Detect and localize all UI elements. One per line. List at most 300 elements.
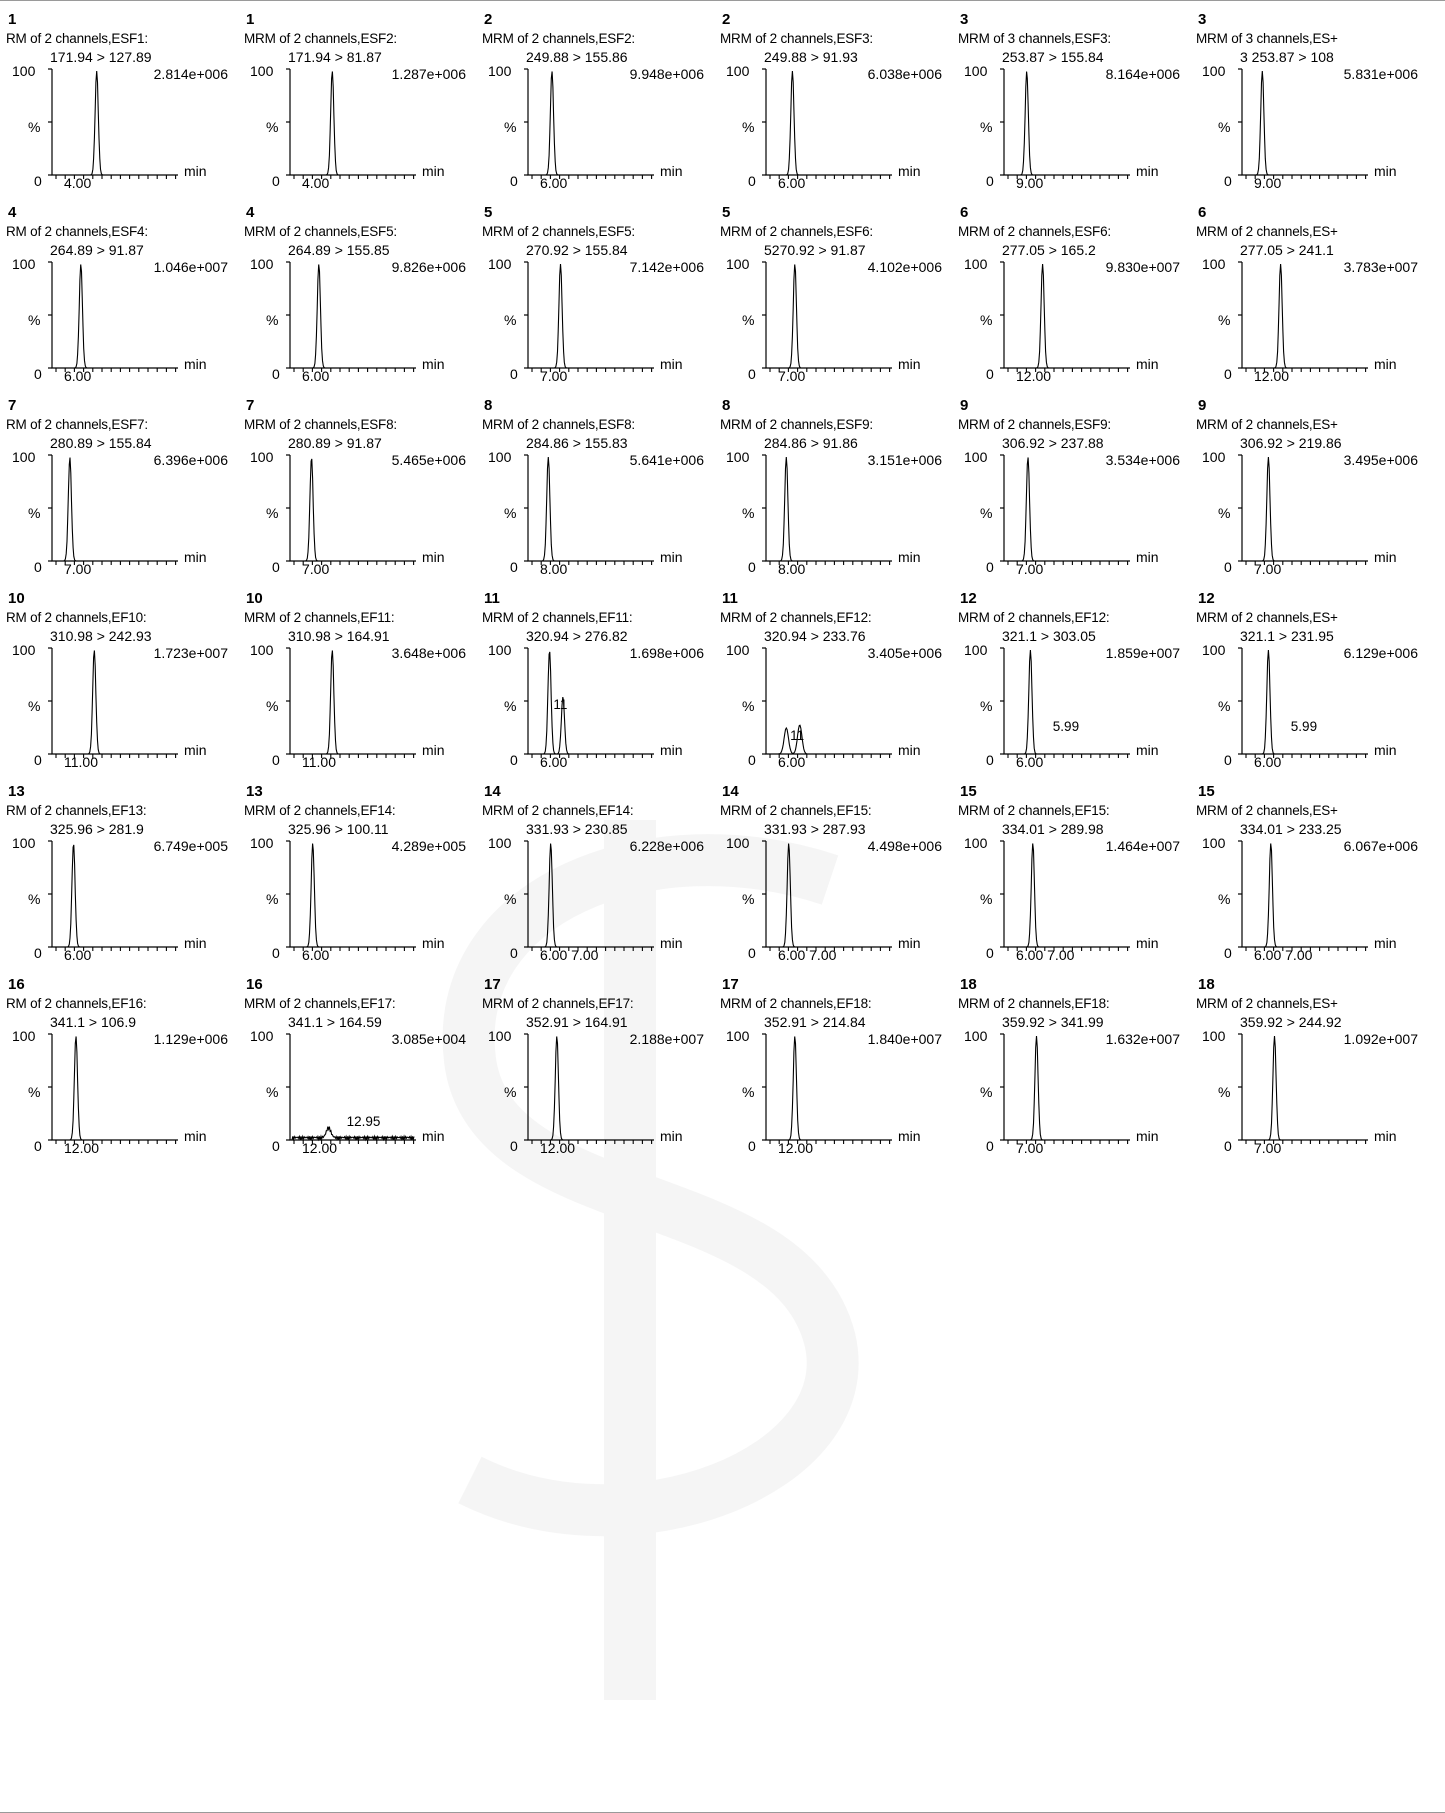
y-axis-label-100: 100 [1202,449,1226,465]
panel-header: MRM of 2 channels,ESF3: [720,31,873,46]
y-axis-label-100: 100 [488,256,512,272]
y-axis-label-0: 0 [1224,173,1232,189]
transition-label: 249.88 > 91.93 [764,49,858,65]
plot-area [6,433,238,583]
x-axis-unit-label: min [1136,549,1159,565]
chromatogram-panel[interactable] [958,589,1196,776]
x-axis-unit-label: min [898,163,921,179]
x-axis-tick-label: 12.00 [64,1140,100,1156]
y-axis-label-0: 0 [986,173,994,189]
transition-label: 171.94 > 127.89 [50,49,152,65]
y-axis-label-100: 100 [250,835,274,851]
y-axis-label-0: 0 [748,366,756,382]
x-axis-tick-label: 7.00 [1016,561,1044,577]
x-axis-unit-label: min [660,742,683,758]
intensity-label: 1.287e+006 [391,66,466,82]
y-axis-label-0: 0 [748,173,756,189]
panel-index: 16 [8,976,25,993]
x-axis-unit-label: min [422,163,445,179]
panel-header: MRM of 2 channels,EF17: [482,996,634,1011]
chromatogram-panel[interactable] [1196,10,1434,197]
y-axis-label-percent: % [980,891,993,907]
transition-label: 321.1 > 231.95 [1240,628,1334,644]
chromatogram-trace [1236,1026,1386,1146]
transition-label: 359.92 > 244.92 [1240,1014,1342,1030]
y-axis-label-percent: % [742,1084,755,1100]
intensity-label: 3.085e+004 [391,1031,466,1047]
chromatogram-panel[interactable] [1196,203,1434,390]
panel-index: 8 [484,397,493,414]
chromatogram-trace [522,1026,672,1146]
panel-header: MRM of 2 channels,EF14: [244,803,396,818]
plot-area [1196,433,1428,583]
y-axis-label-percent: % [504,312,517,328]
x-axis-tick-label: 6.00 [64,947,92,963]
chromatogram-panel[interactable] [482,589,720,776]
y-axis-label-0: 0 [986,945,994,961]
intensity-label: 5.831e+006 [1343,66,1418,82]
x-axis-unit-label: min [660,549,683,565]
intensity-label: 6.129e+006 [1343,645,1418,661]
panel-header: MRM of 2 channels,ES+ [1196,224,1338,239]
intensity-label: 9.948e+006 [629,66,704,82]
y-axis-label-100: 100 [250,642,274,658]
panel-header: MRM of 2 channels,ESF2: [482,31,635,46]
panel-header: MRM of 2 channels,EF12: [958,610,1110,625]
x-axis-tick-label: 6.00 [302,947,330,963]
chromatogram-panel[interactable] [482,782,720,969]
panel-index: 6 [960,204,969,221]
panel-index: 6 [1198,204,1207,221]
chromatogram-trace [998,1026,1148,1146]
y-axis-label-100: 100 [1202,835,1226,851]
plot-area [1196,47,1428,197]
y-axis-label-0: 0 [272,752,280,768]
y-axis-label-0: 0 [1224,366,1232,382]
transition-label: 334.01 > 233.25 [1240,821,1342,837]
transition-label: 334.01 > 289.98 [1002,821,1104,837]
panel-index: 18 [1198,976,1215,993]
x-axis-tick-label: 6.00 [778,754,806,770]
chromatogram-panel[interactable] [6,10,244,197]
y-axis-label-100: 100 [488,642,512,658]
y-axis-label-percent: % [28,312,41,328]
y-axis-label-percent: % [1218,312,1231,328]
x-axis-unit-label: min [660,356,683,372]
panel-index: 18 [960,976,977,993]
panel-index: 4 [246,204,255,221]
y-axis-label-0: 0 [748,945,756,961]
panel-header: MRM of 2 channels,EF18: [958,996,1110,1011]
chromatogram-panel[interactable] [6,589,244,776]
chromatogram-trace [998,447,1148,567]
chromatogram-trace [760,447,910,567]
intensity-label: 1.046e+007 [153,259,228,275]
y-axis-label-100: 100 [726,1028,750,1044]
x-axis-unit-label: min [184,163,207,179]
intensity-label: 3.534e+006 [1105,452,1180,468]
plot-area [6,47,238,197]
x-axis-unit-label: min [898,549,921,565]
chromatogram-trace [998,640,1148,760]
intensity-label: 6.067e+006 [1343,838,1418,854]
chromatogram-panel[interactable] [958,396,1196,583]
panel-index: 5 [484,204,493,221]
transition-label: 280.89 > 155.84 [50,435,152,451]
x-axis-unit-label: min [184,935,207,951]
chromatogram-panel[interactable] [958,203,1196,390]
x-axis-unit-label: min [1374,742,1397,758]
plot-area [958,433,1190,583]
panel-index: 3 [1198,11,1207,28]
y-axis-label-0: 0 [34,173,42,189]
panel-header: MRM of 2 channels,EF11: [482,610,633,625]
chromatogram-panel[interactable] [244,396,482,583]
y-axis-label-0: 0 [34,945,42,961]
chromatogram-panel[interactable] [6,203,244,390]
chromatogram-trace [284,61,434,181]
y-axis-label-0: 0 [510,1138,518,1154]
plot-area [958,819,1190,969]
chromatogram-panel[interactable] [720,975,958,1162]
transition-label: 352.91 > 164.91 [526,1014,628,1030]
y-axis-label-percent: % [504,891,517,907]
y-axis-label-percent: % [28,119,41,135]
plot-area [1196,626,1428,776]
x-axis-tick-label: 6.00 [302,368,330,384]
y-axis-label-100: 100 [12,1028,36,1044]
x-axis-unit-label: min [1374,1128,1397,1144]
y-axis-label-percent: % [504,119,517,135]
y-axis-label-percent: % [1218,891,1231,907]
y-axis-label-100: 100 [726,835,750,851]
x-axis-tick-label: 11.00 [64,754,98,770]
transition-label: 341.1 > 164.59 [288,1014,382,1030]
y-axis-label-100: 100 [250,256,274,272]
intensity-label: 3.783e+007 [1343,259,1418,275]
panel-header: RM of 2 channels,EF16: [6,996,147,1011]
intensity-label: 3.405e+006 [867,645,942,661]
y-axis-label-percent: % [980,505,993,521]
chromatogram-trace [522,61,672,181]
x-axis-unit-label: min [1374,935,1397,951]
transition-label: 270.92 > 155.84 [526,242,628,258]
y-axis-label-100: 100 [488,449,512,465]
y-axis-label-0: 0 [34,366,42,382]
panel-index: 11 [484,590,500,607]
panel-index: 8 [722,397,731,414]
intensity-label: 3.151e+006 [867,452,942,468]
panel-index: 10 [8,590,25,607]
peak-annotation: 11 [553,697,568,713]
y-axis-label-percent: % [980,1084,993,1100]
plot-area [1196,819,1428,969]
x-axis-tick-label: 7.00 [64,561,92,577]
y-axis-label-0: 0 [986,1138,994,1154]
y-axis-label-0: 0 [748,752,756,768]
chromatogram-panel[interactable] [720,782,958,969]
chromatogram-trace [522,640,672,760]
panel-header: MRM of 2 channels,ESF6: [720,224,873,239]
chromatogram-panel[interactable] [958,782,1196,969]
x-axis-unit-label: min [184,356,207,372]
y-axis-label-0: 0 [748,1138,756,1154]
y-axis-label-0: 0 [748,559,756,575]
plot-area [1196,240,1428,390]
intensity-label: 6.396e+006 [153,452,228,468]
plot-area [6,240,238,390]
intensity-label: 4.102e+006 [867,259,942,275]
y-axis-label-0: 0 [510,752,518,768]
x-axis-tick-label: 6.00 [1016,754,1044,770]
chromatogram-trace [284,447,434,567]
chromatogram-trace [1236,61,1386,181]
transition-label: 284.86 > 91.86 [764,435,858,451]
x-axis-tick-label: 6.00 [778,175,806,191]
y-axis-label-percent: % [742,505,755,521]
plot-area [958,1012,1190,1162]
x-axis-tick-label: 6.00 [1254,754,1282,770]
chromatogram-panel[interactable] [482,396,720,583]
x-axis-unit-label: min [1374,356,1397,372]
chromatogram-trace [998,61,1148,181]
x-axis-unit-label: min [898,356,921,372]
chromatogram-panel[interactable] [6,396,244,583]
chromatogram-panel[interactable] [482,975,720,1162]
chromatogram-panel[interactable] [958,975,1196,1162]
chromatogram-trace [760,61,910,181]
panel-index: 7 [8,397,17,414]
intensity-label: 1.723e+007 [153,645,228,661]
plot-area [6,819,238,969]
chromatogram-trace [46,833,196,953]
transition-label: 277.05 > 241.1 [1240,242,1334,258]
panel-index: 15 [1198,783,1215,800]
transition-label: 264.89 > 91.87 [50,242,144,258]
panel-index: 5 [722,204,731,221]
panel-header: MRM of 3 channels,ESF3: [958,31,1111,46]
chromatogram-panel[interactable] [244,10,482,197]
panel-header: MRM of 2 channels,ESF9: [958,417,1111,432]
panel-index: 9 [1198,397,1207,414]
panel-header: MRM of 3 channels,ES+ [1196,31,1338,46]
plot-area [482,433,714,583]
y-axis-label-percent: % [266,891,279,907]
x-axis-tick-label: 12.00 [1254,368,1290,384]
x-axis-tick-label: 7.00 [302,561,330,577]
x-axis-unit-label: min [184,742,207,758]
panel-header: MRM of 2 channels,ES+ [1196,610,1338,625]
x-axis-unit-label: min [1136,935,1159,951]
x-axis-unit-label: min [422,742,445,758]
intensity-label: 9.826e+006 [391,259,466,275]
transition-label: 325.96 > 281.9 [50,821,144,837]
panel-index: 13 [8,783,25,800]
panel-header: MRM of 2 channels,EF18: [720,996,872,1011]
chromatogram-panel[interactable] [482,203,720,390]
panel-index: 15 [960,783,977,800]
intensity-label: 5.465e+006 [391,452,466,468]
x-axis-tick-label: 6.00 7.00 [1254,947,1313,963]
panel-header: MRM of 2 channels,ESF5: [482,224,635,239]
y-axis-label-percent: % [266,1084,279,1100]
x-axis-unit-label: min [1374,163,1397,179]
panel-header: MRM of 2 channels,ES+ [1196,996,1338,1011]
y-axis-label-percent: % [742,119,755,135]
transition-label: 331.93 > 230.85 [526,821,628,837]
y-axis-label-100: 100 [12,449,36,465]
y-axis-label-0: 0 [34,752,42,768]
chromatogram-trace [46,61,196,181]
x-axis-tick-label: 4.00 [302,175,330,191]
chromatogram-panel[interactable] [1196,589,1434,776]
panel-index: 1 [8,11,17,28]
panel-index: 4 [8,204,17,221]
x-axis-tick-label: 6.00 7.00 [778,947,837,963]
x-axis-unit-label: min [660,163,683,179]
panel-index: 2 [722,11,731,28]
panel-header: MRM of 2 channels,EF15: [958,803,1110,818]
panel-index: 7 [246,397,255,414]
y-axis-label-100: 100 [12,642,36,658]
y-axis-label-0: 0 [34,559,42,575]
panel-index: 11 [722,590,738,607]
panel-header: MRM of 2 channels,EF14: [482,803,634,818]
chromatogram-panel[interactable] [720,10,958,197]
y-axis-label-0: 0 [34,1138,42,1154]
chromatogram-trace [46,640,196,760]
intensity-label: 7.142e+006 [629,259,704,275]
transition-label: 280.89 > 91.87 [288,435,382,451]
plot-area [720,433,952,583]
chromatogram-trace [522,833,672,953]
y-axis-label-100: 100 [12,256,36,272]
chromatogram-panel[interactable] [244,975,482,1162]
y-axis-label-0: 0 [272,1138,280,1154]
chromatogram-panel[interactable] [720,396,958,583]
plot-area [720,240,952,390]
x-axis-tick-label: 4.00 [64,175,92,191]
y-axis-label-percent: % [980,698,993,714]
panel-index: 16 [246,976,263,993]
chart-row [6,203,1439,390]
transition-label: 277.05 > 165.2 [1002,242,1096,258]
y-axis-label-0: 0 [1224,752,1232,768]
panel-index: 2 [484,11,493,28]
y-axis-label-0: 0 [272,945,280,961]
chromatogram-trace [760,640,910,760]
plot-area [244,47,476,197]
transition-label: 3 253.87 > 108 [1240,49,1334,65]
x-axis-unit-label: min [660,935,683,951]
y-axis-label-percent: % [980,119,993,135]
transition-label: 5270.92 > 91.87 [764,242,866,258]
chromatogram-trace [522,254,672,374]
y-axis-label-100: 100 [12,835,36,851]
chromatogram-trace [284,640,434,760]
chromatogram-panel[interactable] [1196,975,1434,1162]
y-axis-label-percent: % [266,312,279,328]
y-axis-label-percent: % [980,312,993,328]
x-axis-unit-label: min [1136,1128,1159,1144]
y-axis-label-percent: % [1218,505,1231,521]
chromatogram-panel[interactable] [1196,782,1434,969]
transition-label: 171.94 > 81.87 [288,49,382,65]
panel-header: MRM of 2 channels,ESF2: [244,31,397,46]
y-axis-label-percent: % [742,698,755,714]
chromatogram-panel[interactable] [720,589,958,776]
panel-header: MRM of 2 channels,ESF9: [720,417,873,432]
chromatogram-panel[interactable] [6,782,244,969]
x-axis-tick-label: 12.00 [778,1140,814,1156]
intensity-label: 1.840e+007 [867,1031,942,1047]
y-axis-label-100: 100 [488,835,512,851]
chromatogram-trace [46,254,196,374]
plot-area [720,47,952,197]
x-axis-tick-label: 6.00 [64,368,92,384]
chromatogram-panel[interactable] [244,589,482,776]
x-axis-unit-label: min [1136,163,1159,179]
y-axis-label-percent: % [742,312,755,328]
transition-label: 341.1 > 106.9 [50,1014,137,1030]
chromatogram-trace [760,254,910,374]
plot-area [958,626,1190,776]
panel-header: MRM of 2 channels,ESF8: [482,417,635,432]
y-axis-label-100: 100 [488,63,512,79]
y-axis-label-100: 100 [726,449,750,465]
x-axis-unit-label: min [184,549,207,565]
y-axis-label-0: 0 [986,752,994,768]
chromatogram-panel[interactable] [244,203,482,390]
y-axis-label-percent: % [1218,1084,1231,1100]
x-axis-tick-label: 7.00 [540,368,568,384]
y-axis-label-percent: % [266,119,279,135]
plot-area [482,819,714,969]
peak-annotation: 11 [790,728,805,743]
transition-label: 306.92 > 237.88 [1002,435,1104,451]
chromatogram-panel[interactable] [244,782,482,969]
chromatogram-panel[interactable] [1196,396,1434,583]
panel-header: MRM of 2 channels,ESF8: [244,417,397,432]
x-axis-tick-label: 7.00 [1016,1140,1044,1156]
y-axis-label-percent: % [742,891,755,907]
x-axis-tick-label: 8.00 [778,561,806,577]
chromatogram-panel[interactable] [6,975,244,1162]
transition-label: 320.94 > 233.76 [764,628,866,644]
chromatogram-panel[interactable] [720,203,958,390]
chromatogram-panel[interactable] [482,10,720,197]
chromatogram-trace [998,254,1148,374]
y-axis-label-percent: % [28,698,41,714]
chromatogram-trace [760,1026,910,1146]
peak-annotation: 5.99 [1290,719,1318,735]
transition-label: 359.92 > 341.99 [1002,1014,1104,1030]
x-axis-tick-label: 12.00 [540,1140,576,1156]
x-axis-unit-label: min [1374,549,1397,565]
peak-annotation: 5.99 [1052,719,1080,735]
transition-label: 325.96 > 100.11 [288,821,389,837]
chromatogram-trace [760,833,910,953]
intensity-label: 8.164e+006 [1105,66,1180,82]
x-axis-tick-label: 11.00 [302,754,336,770]
panel-index: 9 [960,397,969,414]
y-axis-label-percent: % [504,1084,517,1100]
x-axis-tick-label: 7.00 [1254,561,1282,577]
transition-label: 253.87 > 155.84 [1002,49,1104,65]
chromatogram-panel[interactable] [958,10,1196,197]
chromatogram-trace [522,447,672,567]
y-axis-label-0: 0 [1224,945,1232,961]
